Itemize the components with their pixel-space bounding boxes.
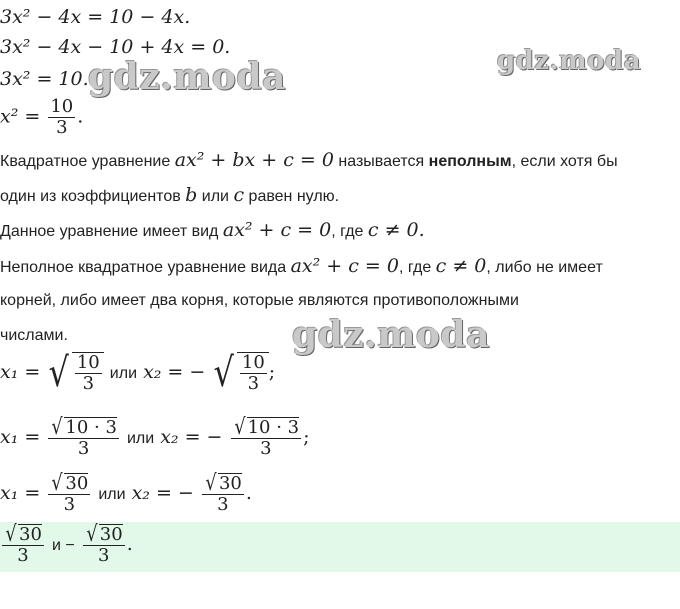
p4-formula: ax² + c = 0: [290, 255, 399, 277]
r3-fraction-2: $\frac{√ 30}{3}$: [202, 473, 244, 515]
r1-denominator-1: 3: [82, 373, 95, 394]
answer-fraction-2: $\frac{√ 30}{3}$: [83, 524, 125, 566]
r1-or-text: или: [109, 365, 138, 382]
r2-x2-label: x₂ = −: [160, 426, 223, 448]
eq4-fraction: [48, 97, 75, 138]
r2-end: ;: [303, 426, 310, 448]
r3-end: .: [245, 482, 252, 504]
r3-numerator-1: 30: [65, 473, 89, 494]
r1-numerator-1: 10: [76, 352, 100, 373]
p1-text-mid: называется: [333, 153, 429, 170]
r3-denominator-1: 3: [63, 494, 76, 515]
eq4-denominator: 3: [56, 117, 68, 138]
r3-fraction-1: $\frac{√ 30}{3}$: [48, 473, 90, 515]
watermark-top-left: gdz.moda: [88, 56, 286, 98]
r3-numerator-2: 30: [218, 473, 242, 494]
r3-denominator-2: 3: [217, 494, 229, 515]
answer-numerator-2: 30: [99, 524, 123, 545]
p3-text-mid: , где: [331, 223, 368, 240]
p4-text-end: , либо не имеет: [486, 259, 603, 276]
r1-end: ;: [268, 361, 276, 383]
roots-line-2: [0, 414, 310, 459]
p3-text-start: Данное уравнение имеет вид: [0, 223, 223, 240]
paragraph-3: [0, 219, 425, 241]
roots-line-1: [0, 352, 275, 394]
r3-x1-label: x₁ =: [0, 482, 41, 504]
p2-coef-b: b: [185, 184, 198, 206]
r2-numerator-2: 10 · 3: [247, 417, 300, 438]
r2-fraction-2: $\frac{√ 10 \cdot 3}{3}$: [231, 417, 302, 459]
p1-text-start: Квадратное уравнение: [0, 153, 175, 170]
answer-box: [0, 522, 680, 572]
p1-bold-term: неполным: [428, 153, 512, 170]
eq4-lhs: x² =: [0, 105, 41, 128]
equation-2: 3x² − 4x − 10 + 4x = 0.: [0, 36, 231, 58]
paragraph-2: [0, 184, 339, 206]
answer-fraction-1: $\frac{√ 30}{3}$: [2, 524, 44, 566]
r1-denominator-2: 3: [247, 373, 260, 394]
p2-text-start: один из коэффициентов: [0, 188, 186, 205]
p2-coef-c: c: [233, 184, 245, 206]
p1-formula: ax² + bx + c = 0: [174, 149, 334, 171]
answer-end: .: [126, 533, 133, 555]
answer-numerator-1: 30: [19, 524, 42, 545]
p4-text-mid: , где: [398, 259, 436, 276]
p1-text-end: , если хотя бы: [511, 153, 618, 170]
p4-condition: c ≠ 0: [435, 255, 487, 277]
r3-x2-label: x₂ = −: [131, 482, 194, 504]
watermark-middle: gdz.moda: [292, 314, 490, 356]
equation-4: x² = $\frac{10}{3}$ .: [0, 96, 84, 138]
equation-1: 3x² − 4x = 10 − 4x.: [0, 6, 191, 28]
paragraph-6: числами.: [0, 327, 68, 344]
r2-or-text: или: [126, 430, 155, 447]
r3-or-text: или: [98, 486, 126, 503]
p2-text-mid: или: [197, 188, 234, 205]
r1-x2-label: x₂ = −: [143, 361, 206, 383]
r1-x1-label: x₁ =: [0, 361, 41, 383]
r2-denominator-2: 3: [260, 438, 272, 459]
r1-sqrt-1: √ $\frac{10}{3}$: [46, 352, 103, 394]
p4-text-start: Неполное квадратное уравнение вида: [0, 259, 291, 276]
paragraph-5: корней, либо имеет два корня, которые являются противоположными: [0, 292, 519, 309]
p3-formula: ax² + c = 0: [222, 219, 332, 241]
r1-numerator-2: 10: [241, 352, 265, 373]
answer-line: [0, 521, 133, 566]
roots-line-3: [0, 470, 252, 515]
eq4-numerator: 10: [50, 96, 74, 117]
r1-sqrt-2: √ $\frac{10}{3}$: [211, 352, 268, 394]
r2-denominator-1: 3: [77, 438, 90, 459]
r2-fraction-1: $\frac{√ 10 \cdot 3}{3}$: [48, 417, 119, 459]
paragraph-4: [0, 255, 603, 277]
r2-numerator-1: 10 · 3: [65, 417, 117, 438]
p2-text-end: равен нулю.: [244, 188, 340, 205]
answer-and-text: и −: [51, 537, 75, 554]
answer-denominator-2: 3: [98, 545, 110, 566]
paragraph-1: [0, 149, 618, 171]
answer-denominator-1: 3: [17, 545, 29, 566]
r2-x1-label: x₁ =: [0, 426, 41, 448]
equation-3: 3x² = 10.: [0, 68, 89, 90]
p3-condition: c ≠ 0.: [367, 219, 425, 241]
watermark-top-right: gdz.moda: [497, 46, 642, 76]
